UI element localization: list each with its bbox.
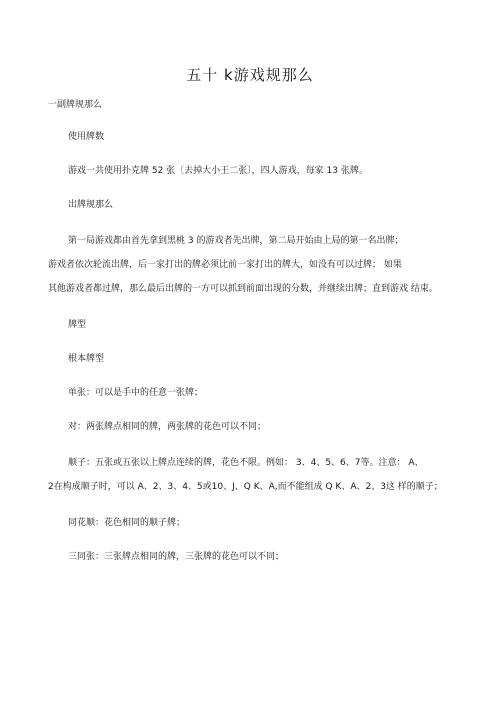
document-title: 五十 k游戏规那么: [186, 66, 314, 84]
single-card-rule: 单张：可以是手中的任意一张牌；: [68, 388, 204, 398]
straight-rule-line-2: 2在构成顺子时，可以 A、2、3、4、5或10、J、Q K、A,而不能组成 Q K、A、2、3这 样的顺子；: [48, 482, 443, 492]
rules-paragraph-line-1: 第一局游戏都由首先拿到黑桃 3 的游戏者先出牌，第二局开始由上局的第一名出牌；: [68, 236, 404, 246]
pair-rule: 对：两张牌点相同的牌，两张牌的花色可以不同；: [68, 422, 267, 432]
rules-paragraph-line-2: 游戏者依次轮流出牌，后一家打出的牌必须比前一家打出的牌大，如没有可以过牌； 如果: [48, 260, 402, 270]
subheading-basic: 根本牌型: [68, 354, 105, 364]
subheading-rules: 出牌规那么: [68, 200, 114, 210]
flush-straight-rule: 同花顺：花色相同的顺子牌；: [68, 518, 186, 528]
rules-paragraph-line-3: 其他游戏者都过牌，那么最后出牌的一方可以抓到前面出现的分数，并继续出牌；直到游戏 结束。: [48, 284, 438, 294]
straight-rule-line-1: 顺子：五张或五张以上牌点连续的牌，花色不限。例如： 3、4、5、6、7等。注意： A、: [68, 458, 424, 468]
triple-rule: 三同张：三张牌点相同的牌，三张牌的花色可以不同；: [68, 552, 285, 562]
section-heading: 一副牌规那么: [48, 100, 103, 110]
paragraph-cards: 游戏一共使用扑克牌 52 张〔去掉大小王二张〕，四人游戏，每家 13 张牌。: [68, 166, 368, 176]
subheading-types: 牌型: [68, 320, 87, 330]
subheading-cards: 使用牌数: [68, 132, 105, 142]
